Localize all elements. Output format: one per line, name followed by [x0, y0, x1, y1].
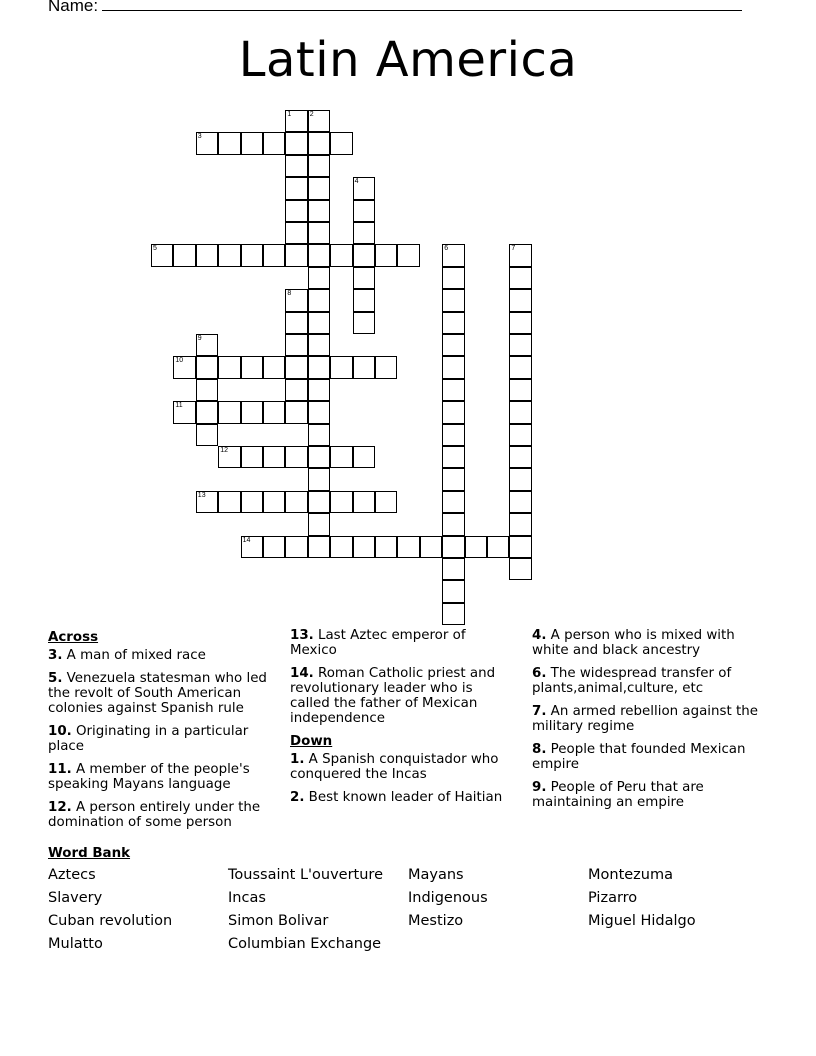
grid-cell[interactable] — [330, 536, 352, 558]
grid-cell[interactable] — [285, 177, 307, 199]
clue-across-5: 5. Venezuela statesman who led the revolt of South American colonies against Spanish rule — [48, 671, 267, 716]
grid-cell[interactable] — [442, 491, 464, 513]
grid-cell[interactable] — [308, 334, 330, 356]
grid-cell[interactable] — [330, 244, 352, 266]
grid-cell[interactable] — [285, 401, 307, 423]
clues-column-3 — [532, 628, 768, 818]
grid-cell[interactable] — [353, 289, 375, 311]
grid-cell[interactable] — [442, 513, 464, 535]
grid-cell[interactable] — [353, 244, 375, 266]
grid-cell[interactable] — [308, 222, 330, 244]
grid-cell[interactable] — [308, 401, 330, 423]
cell-number: 5 — [153, 245, 157, 253]
grid-cell[interactable] — [442, 424, 464, 446]
grid-cell[interactable] — [509, 446, 531, 468]
word-bank — [48, 867, 768, 952]
grid-cell[interactable] — [285, 356, 307, 378]
grid-cell[interactable] — [353, 491, 375, 513]
grid-cell[interactable] — [308, 244, 330, 266]
grid-cell[interactable] — [509, 491, 531, 513]
grid-cell[interactable] — [397, 244, 419, 266]
grid-cell[interactable] — [375, 536, 397, 558]
grid-cell[interactable] — [263, 132, 285, 154]
grid-cell[interactable] — [330, 132, 352, 154]
grid-cell[interactable] — [487, 536, 509, 558]
grid-cell[interactable] — [285, 379, 307, 401]
word-bank-item: Toussaint L'ouverture — [228, 867, 383, 883]
grid-cell[interactable] — [285, 491, 307, 513]
cell-number: 14 — [242, 536, 251, 544]
grid-cell[interactable] — [285, 289, 307, 311]
grid-cell[interactable] — [308, 312, 330, 334]
grid-cell[interactable] — [353, 200, 375, 222]
page-title: Latin America — [238, 32, 578, 88]
grid-cell[interactable] — [308, 200, 330, 222]
grid-cell[interactable] — [218, 491, 240, 513]
grid-cell[interactable] — [285, 536, 307, 558]
clue-across-10: 10. Originating in a particular place — [48, 724, 249, 754]
word-bank-title: Word Bank — [48, 846, 131, 861]
name-label: Name: — [48, 0, 99, 15]
cell-number: 11 — [175, 402, 183, 410]
grid-cell[interactable] — [285, 222, 307, 244]
grid-cell[interactable] — [509, 289, 531, 311]
grid-cell[interactable] — [375, 491, 397, 513]
clue-across-3: 3. A man of mixed race — [48, 648, 206, 663]
grid-cell[interactable] — [442, 334, 464, 356]
cell-number: 13 — [197, 491, 206, 499]
grid-cell[interactable] — [353, 267, 375, 289]
grid-cell[interactable] — [285, 155, 307, 177]
grid-cell[interactable] — [308, 132, 330, 154]
grid-cell[interactable] — [285, 334, 307, 356]
grid-cell[interactable] — [308, 446, 330, 468]
down-heading: Down — [290, 734, 333, 749]
grid-cell[interactable] — [375, 356, 397, 378]
grid-cell[interactable] — [442, 267, 464, 289]
grid-cell[interactable] — [353, 446, 375, 468]
grid-cell[interactable] — [308, 267, 330, 289]
grid-cell[interactable] — [241, 356, 263, 378]
grid-cell[interactable] — [241, 244, 263, 266]
grid-cell[interactable] — [196, 132, 218, 154]
grid-cell[interactable] — [308, 356, 330, 378]
grid-cell[interactable] — [263, 536, 285, 558]
grid-cell[interactable] — [241, 446, 263, 468]
grid-cell[interactable] — [241, 536, 263, 558]
cell-number: 6 — [444, 245, 449, 253]
word-bank-item: Cuban revolution — [48, 913, 173, 929]
grid-cell[interactable] — [285, 312, 307, 334]
grid-cell[interactable] — [509, 401, 531, 423]
word-bank-item: Mayans — [408, 867, 464, 883]
grid-cell[interactable] — [330, 446, 352, 468]
grid-cell[interactable] — [218, 356, 240, 378]
grid-cell[interactable] — [196, 379, 218, 401]
grid-cell[interactable] — [308, 379, 330, 401]
grid-cell[interactable] — [308, 491, 330, 513]
word-bank-item: Mulatto — [48, 936, 103, 952]
grid-cell[interactable] — [218, 446, 240, 468]
grid-cell[interactable] — [285, 132, 307, 154]
clue-down-9: 9. People of Peru that are maintaining an empire — [532, 780, 704, 810]
grid-cell[interactable] — [509, 379, 531, 401]
grid-cell[interactable] — [196, 401, 218, 423]
grid-cell[interactable] — [509, 334, 531, 356]
word-bank-item: Slavery — [48, 890, 103, 906]
grid-cell[interactable] — [442, 312, 464, 334]
grid-cell[interactable] — [285, 446, 307, 468]
grid-cell[interactable] — [218, 244, 240, 266]
grid-cell[interactable] — [241, 401, 263, 423]
grid-cell[interactable] — [509, 468, 531, 490]
grid-cell[interactable] — [218, 132, 240, 154]
grid-cell[interactable] — [442, 356, 464, 378]
cell-number: 3 — [197, 133, 202, 141]
grid-cell[interactable] — [218, 401, 240, 423]
grid-cell[interactable] — [509, 267, 531, 289]
grid-cell[interactable] — [285, 200, 307, 222]
cell-number: 7 — [511, 245, 516, 253]
word-bank-item: Mestizo — [408, 913, 464, 929]
grid-cell[interactable] — [509, 424, 531, 446]
grid-cell[interactable] — [465, 536, 487, 558]
word-bank-item: Incas — [228, 890, 266, 906]
cell-number: 12 — [220, 447, 228, 454]
word-bank-item: Montezuma — [588, 867, 673, 883]
grid-cell[interactable] — [509, 558, 531, 580]
grid-cell[interactable] — [263, 491, 285, 513]
clue-across-12: 12. A person entirely under the domination of some person — [48, 800, 261, 830]
grid-cell[interactable] — [308, 110, 330, 132]
grid-cell[interactable] — [442, 379, 464, 401]
grid-cell[interactable] — [330, 356, 352, 378]
grid-cell[interactable] — [353, 222, 375, 244]
grid-cell[interactable] — [263, 356, 285, 378]
clue-down-2: 2. Best known leader of Haitian — [290, 790, 503, 805]
grid-cell[interactable] — [308, 289, 330, 311]
cell-number: 10 — [175, 357, 184, 365]
grid-cell[interactable] — [263, 244, 285, 266]
grid-cell[interactable] — [263, 401, 285, 423]
grid-cell[interactable] — [442, 558, 464, 580]
grid-cell[interactable] — [173, 401, 195, 423]
clue-down-7: 7. An armed rebellion against the military regime — [532, 704, 758, 734]
grid-cell[interactable] — [353, 177, 375, 199]
grid-cell[interactable] — [151, 244, 173, 266]
cell-number: 2 — [309, 111, 314, 118]
grid-cell[interactable] — [263, 446, 285, 468]
grid-cell[interactable] — [196, 334, 218, 356]
grid-cell[interactable] — [353, 312, 375, 334]
grid-cell[interactable] — [241, 132, 263, 154]
grid-cell[interactable] — [308, 177, 330, 199]
grid-cell[interactable] — [173, 356, 195, 378]
grid-cell[interactable] — [308, 536, 330, 558]
cell-number: 4 — [354, 178, 359, 186]
grid-cell[interactable] — [420, 536, 442, 558]
clue-down-4: 4. A person who is mixed with white and black ancestry — [532, 628, 735, 658]
grid-cell[interactable] — [509, 513, 531, 535]
grid-cell[interactable] — [196, 356, 218, 378]
grid-cell[interactable] — [442, 446, 464, 468]
grid-cell[interactable] — [509, 536, 531, 558]
grid-cell[interactable] — [308, 468, 330, 490]
grid-cell[interactable] — [353, 356, 375, 378]
clue-down-1: 1. A Spanish conquistador who conquered the Incas — [290, 752, 499, 782]
grid-cell[interactable] — [442, 536, 464, 558]
grid-cell[interactable] — [397, 536, 419, 558]
cell-number: 9 — [197, 335, 202, 342]
clue-down-8: 8. People that founded Mexican empire — [532, 742, 746, 772]
grid-cell[interactable] — [241, 491, 263, 513]
grid-cell[interactable] — [308, 155, 330, 177]
word-bank-item: Aztecs — [48, 867, 96, 883]
cell-number: 8 — [287, 290, 292, 298]
across-heading: Across — [48, 630, 99, 645]
clue-across-13: 13. Last Aztec emperor of Mexico — [290, 628, 466, 658]
grid-cell[interactable] — [196, 491, 218, 513]
grid-cell[interactable] — [442, 580, 464, 602]
grid-cell[interactable] — [442, 401, 464, 423]
clues-column-2 — [290, 628, 505, 813]
grid-cell[interactable] — [442, 603, 464, 625]
grid-cell[interactable] — [330, 491, 352, 513]
grid-cell[interactable] — [509, 312, 531, 334]
grid-cell[interactable] — [375, 244, 397, 266]
grid-cell[interactable] — [308, 513, 330, 535]
clue-across-14: 14. Roman Catholic priest and revolutionary leader who is called the father of Mexican independence — [290, 666, 496, 726]
grid-cell[interactable] — [442, 289, 464, 311]
clue-across-11: 11. A member of the people's speaking Mayans language — [48, 762, 250, 792]
word-bank-item: Miguel Hidalgo — [588, 913, 696, 929]
cell-number: 1 — [287, 111, 292, 118]
clue-down-6: 6. The widespread transfer of plants,animal,culture, etc — [532, 666, 732, 696]
grid-cell[interactable] — [509, 244, 531, 266]
grid-cell[interactable] — [285, 244, 307, 266]
word-bank-item: Pizarro — [588, 890, 638, 906]
grid-cell[interactable] — [442, 244, 464, 266]
word-bank-item: Columbian Exchange — [228, 936, 382, 952]
word-bank-item: Simon Bolivar — [228, 913, 329, 929]
grid-cell[interactable] — [442, 468, 464, 490]
clues-column-1 — [48, 628, 284, 838]
grid-cell[interactable] — [285, 110, 307, 132]
word-bank-item: Indigenous — [408, 890, 488, 906]
grid-cell[interactable] — [196, 424, 218, 446]
grid-cell[interactable] — [308, 424, 330, 446]
grid-cell[interactable] — [173, 244, 195, 266]
grid-cell[interactable] — [196, 244, 218, 266]
grid-cell[interactable] — [353, 536, 375, 558]
grid-cell[interactable] — [509, 356, 531, 378]
